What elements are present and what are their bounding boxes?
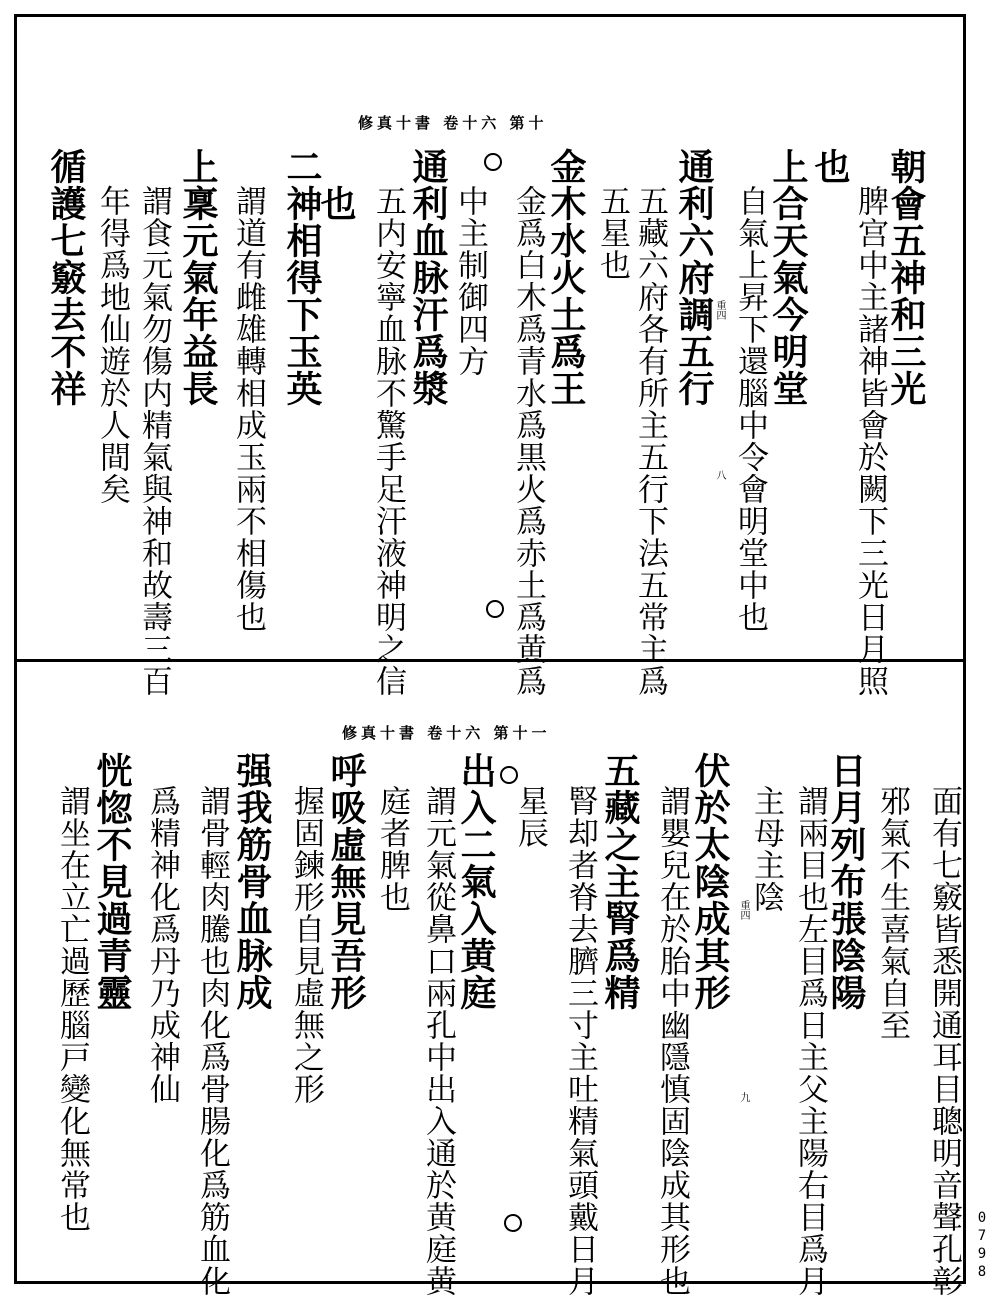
bottom-col-3: 日月列布張陰陽 <box>825 752 867 1011</box>
bottom-col-13: 庭者脾也 <box>374 785 410 913</box>
page-number: 0798 <box>974 1210 990 1282</box>
bottom-circle-mark-1 <box>500 766 518 784</box>
top-circle-mark-1 <box>484 153 502 171</box>
top-col-9: 金木水火土爲王 <box>545 148 587 407</box>
top-col-13: 五内安寧血脉不驚手足汗液神明之信 <box>370 185 406 697</box>
top-col-8: 五星也 <box>594 185 630 281</box>
top-col-7: 五藏六府各有所主五行下法五常主爲 <box>632 185 668 697</box>
bottom-col-14: 呼吸虛無見吾形 <box>325 752 367 1011</box>
top-col-11: 中主制御四方 <box>452 185 488 377</box>
top-col-10: 金爲白木爲青水爲黒火爲赤土爲黄爲 <box>510 185 546 697</box>
bottom-col-9: 腎却者脊去臍三寸主吐精氣頭戴日月 <box>562 785 598 1297</box>
bottom-col-8: 五藏之主腎爲精 <box>599 752 641 1011</box>
bottom-col-2: 邪氣不生喜氣自至 <box>874 785 910 1041</box>
top-col-14: 也 <box>315 185 357 222</box>
bottom-col-12: 謂元氣從鼻口兩孔中出入通於黄庭黄 <box>420 785 456 1297</box>
top-col-6: 通利六府調五行 <box>673 148 715 407</box>
bottom-col-4: 謂兩目也左目爲日主父主陽右目爲月 <box>792 785 828 1297</box>
bottom-circle-mark-2 <box>504 1214 522 1232</box>
top-circle-mark-2 <box>486 600 504 618</box>
bottom-col-6: 伏於太陰成其形 <box>689 752 731 1011</box>
bottom-col-10: 星辰 <box>512 785 548 849</box>
top-col-3: 也 <box>809 148 851 185</box>
bottom-col-11: 出入二氣入黄庭 <box>455 752 497 1011</box>
bottom-col-15: 握固鍊形自見虛無之形 <box>288 785 324 1105</box>
top-col-20: 循護七竅去不祥 <box>45 148 87 407</box>
top-note-2: 八 <box>714 470 725 480</box>
bottom-note-1: 重四 <box>738 900 749 920</box>
bottom-col-20: 謂坐在立亡過歷腦戸變化無常也 <box>54 785 90 1233</box>
bottom-header: 修真十書 卷十六 第十一 <box>342 724 551 742</box>
bottom-col-16: 强我筋骨血脉成 <box>231 752 273 1011</box>
top-note-1: 重四 <box>714 300 725 320</box>
top-col-2: 脾宫中主諸神皆會於闕下三光日月照 <box>852 185 888 697</box>
top-col-12: 通利血脉汗爲漿 <box>407 148 449 407</box>
top-header: 修真十書 卷十六 第十 <box>358 114 548 132</box>
top-col-5: 自氣上昇下還腦中令會明堂中也 <box>732 185 768 633</box>
bottom-col-17: 謂骨輕肉騰也肉化爲骨腸化爲筋血化 <box>194 785 230 1297</box>
top-col-15: 二神相得下玉英 <box>281 148 323 407</box>
top-col-4: 上合天氣今明堂 <box>767 148 809 407</box>
bottom-note-2: 九 <box>738 1092 749 1102</box>
top-col-18: 謂食元氣勿傷内精氣與神和故壽三百 <box>136 185 172 697</box>
bottom-col-18: 爲精神化爲丹乃成神仙 <box>144 785 180 1105</box>
top-col-17: 上稟元氣年益長 <box>177 148 219 407</box>
bottom-col-7: 謂嬰兒在於胎中幽隱慎固陰成其形也 <box>654 785 690 1297</box>
bottom-col-5: 主母主陰 <box>748 785 784 913</box>
bottom-col-19: 恍惚不見過青靈 <box>91 752 133 1011</box>
bottom-col-1: 面有七竅皆悉開通耳目聰明音聲孔彰 <box>926 785 962 1297</box>
top-col-16: 謂道有雌雄轉相成玉兩不相傷也 <box>230 185 266 633</box>
top-col-19: 年得爲地仙遊於人間矣 <box>94 185 130 505</box>
top-col-1: 朝會五神和三光 <box>885 148 927 407</box>
